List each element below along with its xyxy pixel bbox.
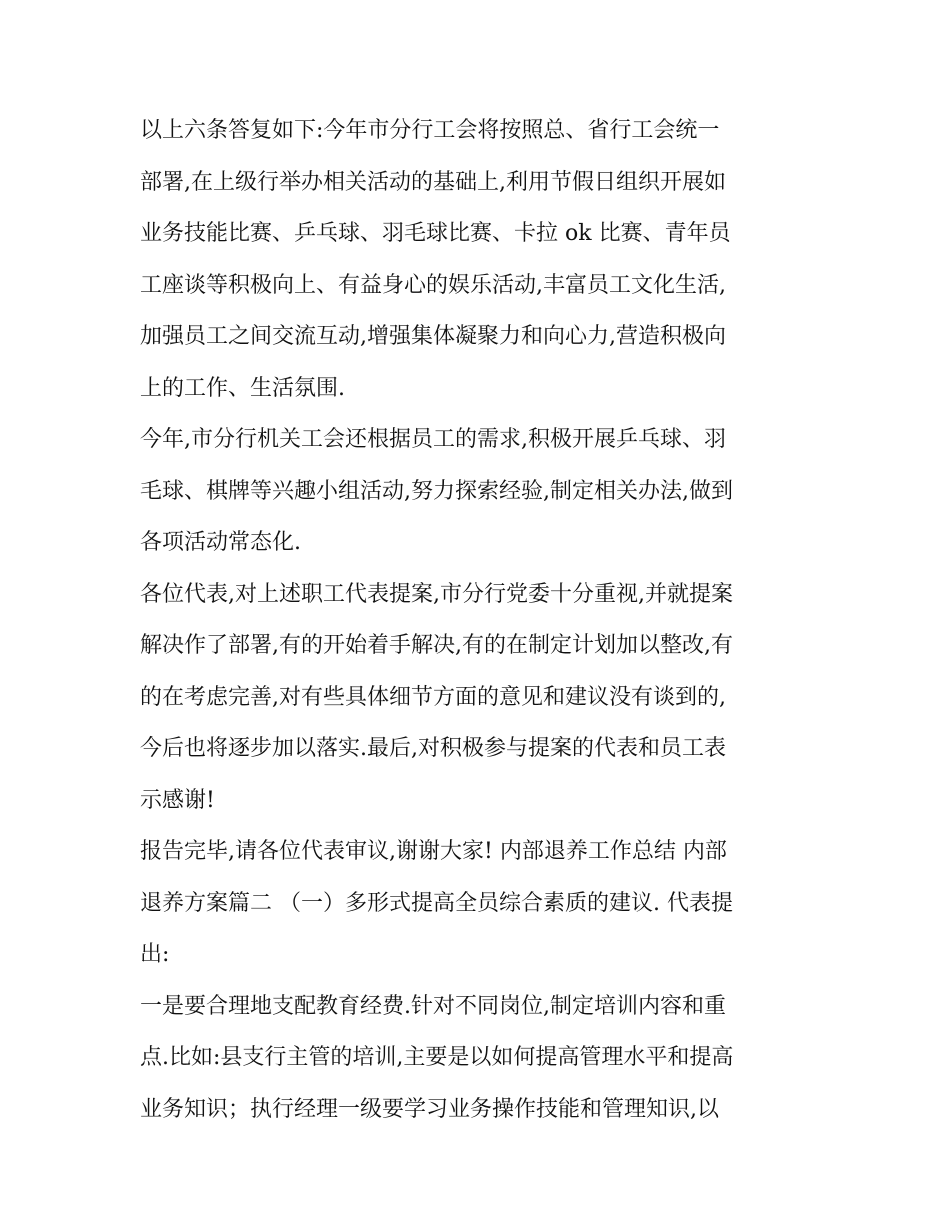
text-line: 业务知识；执行经理一级要学习业务操作技能和管理知识,以 [140, 1096, 719, 1122]
document-body [140, 105, 820, 1135]
text-line: 各项活动常态化. [140, 530, 301, 555]
paragraph-3 [140, 569, 820, 827]
text-line: 以上六条答复如下:今年市分行工会将按照总、省行工会统一 [140, 118, 720, 143]
text-line: 上的工作、生活氛围. [140, 375, 345, 401]
text-line: 解决作了部署,有的开始着手解决,有的在制定计划加以整改,有 [140, 633, 733, 658]
text-line: 毛球、棋牌等兴趣小组活动,努力探索经验,制定相关办法,做到 [140, 478, 733, 504]
text-line: 一是要合理地支配教育经费.针对不同岗位,制定培训内容和重 [140, 993, 726, 1019]
text-line: 业务技能比赛、乒乓球、羽毛球比赛、卡拉 ok 比赛、青年员 [140, 221, 731, 246]
text-line: 出: [140, 942, 170, 967]
text-line: 加强员工之间交流互动,增强集体凝聚力和向心力,营造积极向 [140, 324, 726, 349]
paragraph-4 [140, 826, 820, 981]
text-line: 的在考虑完善,对有些具体细节方面的意见和建议没有谈到的, [140, 684, 726, 710]
paragraph-5 [140, 981, 820, 1136]
text-line: 报告完毕,请各位代表审议,谢谢大家! 内部退养工作总结 内部 [140, 839, 727, 864]
paragraph-1 [140, 105, 820, 414]
text-line: 点.比如:县支行主管的培训,主要是以如何提高管理水平和提高 [140, 1045, 734, 1070]
text-line: 部署,在上级行举办相关活动的基础上,利用节假日组织开展如 [140, 169, 726, 195]
text-line: 退养方案篇二 （一）多形式提高全员综合素质的建议. 代表提 [140, 890, 733, 916]
text-line: 各位代表,对上述职工代表提案,市分行党委十分重视,并就提案 [140, 581, 733, 607]
text-line: 示感谢! [140, 787, 215, 813]
text-line: 今后也将逐步加以落实.最后,对积极参与提案的代表和员工表 [140, 736, 726, 761]
text-line: 今年,市分行机关工会还根据员工的需求,积极开展乒乓球、羽 [140, 427, 726, 452]
text-line: 工座谈等积极向上、有益身心的娱乐活动,丰富员工文化生活, [140, 272, 726, 298]
paragraph-2 [140, 414, 820, 569]
